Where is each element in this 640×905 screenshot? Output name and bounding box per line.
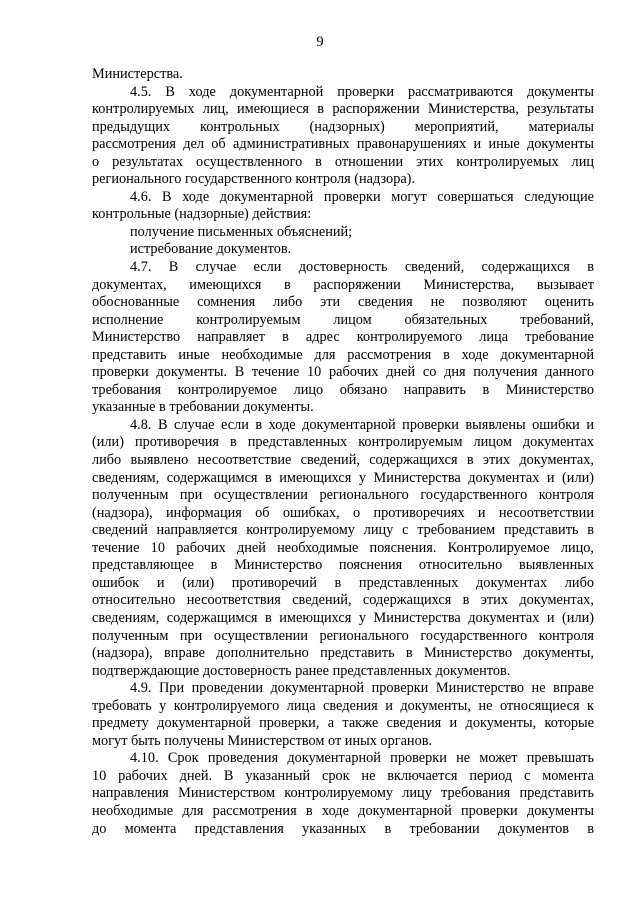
text-line: обоснованные сомнения либо эти сведения не позволяют оценить (92, 294, 594, 311)
text-line: 4.6. В ходе документарной проверки могут совершаться следующие (130, 188, 594, 205)
text-line: ошибок и (или) противоречий в представленных документах либо (92, 574, 594, 591)
text-line: Министерство направляет в адрес контролируемого лица требование (92, 329, 594, 346)
text-line: 4.8. В случае если в ходе документарной проверки выявлены ошибки и (130, 416, 594, 433)
text-line: требования контролируемое лицо обязано направить в Министерство (92, 381, 594, 398)
text-line: (или) противоречия в представленных контролируемым лицом документах (92, 434, 594, 451)
text-line: предыдущих контрольных (надзорных) мероприятий, материалы (92, 118, 594, 135)
text-line: документах, имеющихся в распоряжении Министерства, вызывает (92, 276, 594, 293)
text-line: истребование документов. (130, 241, 292, 258)
page-number: 9 (316, 34, 324, 50)
text-line: Министерства. (92, 66, 183, 82)
text-line: полученным при осуществлении регионального государственного контроля (92, 487, 594, 504)
text-line: 4.7. В случае если достоверность сведений, содержащихся в (130, 259, 594, 276)
text-line: либо выявлено несоответствие сведений, содержащихся в этих документах, (92, 452, 594, 469)
text-line: до момента представления указанных в требовании документов в (92, 820, 594, 837)
text-line: 4.9. При проведении документарной проверки Министерство не вправе (130, 680, 594, 697)
text-line: получение письменных объяснений; (130, 223, 353, 240)
text-line: (надзора), информация об ошибках, о противоречиях и несоответствии (92, 504, 594, 521)
text-line: 4.5. В ходе документарной проверки рассматриваются документы (130, 83, 594, 100)
text-line: могут быть получены Министерством от иных органов. (92, 732, 433, 749)
text-line: 10 рабочих дней. В указанный срок не включается период с момента (92, 767, 594, 784)
text-line: (надзора), вправе дополнительно представить в Министерство документы, (92, 645, 594, 662)
text-line: требовать у контролируемого лица сведения и документы, не относящиеся к (92, 697, 594, 714)
text-line: 4.10. Срок проведения документарной проверки не может превышать (130, 750, 594, 767)
text-line: проверки документы. В течение 10 рабочих дней со дня получения данного (92, 364, 594, 381)
text-line: указанные в требовании документы. (92, 399, 314, 416)
text-line: рассмотрения дел об административных правонарушениях и иные документы (92, 136, 594, 153)
text-line: исполнение контролируемым лицом обязательных требований, (92, 311, 594, 328)
text-line: относительно несоответствия сведений, содержащихся в этих документах, (92, 592, 594, 609)
document-body (92, 66, 594, 838)
text-line: представить иные необходимые для рассмотрения в ходе документарной (92, 346, 594, 363)
text-line: сведениям, содержащимся в имеющихся у Министерства документах и (или) (92, 609, 594, 626)
text-line: сведений направляется контролируемому лицу с требованием представить в (92, 522, 594, 539)
text-line: представляющее в Министерство пояснения относительно выявленных (92, 557, 594, 574)
text-line: предмету документарной проверки, а также сведения и документы, которые (92, 715, 594, 732)
text-line: полученным при осуществлении регионального государственного контроля (92, 627, 594, 644)
text-line: подтверждающие достоверность ранее представленных документов. (92, 662, 511, 679)
text-line: контролируемых лиц, имеющиеся в распоряжении Министерства, результаты (92, 101, 594, 118)
text-line: течение 10 рабочих дней необходимые пояснения. Контролируемое лицо, (92, 539, 594, 556)
text-line: сведениям, содержащимся в имеющихся у Министерства документах и (или) (92, 469, 594, 486)
text-line: направления Министерством контролируемому лицу требования представить (92, 785, 594, 802)
text-line: контрольные (надзорные) действия: (92, 206, 312, 223)
text-line: необходимые для рассмотрения в ходе документарной проверки документы (92, 802, 594, 819)
text-line: регионального государственного контроля (надзора). (92, 171, 416, 188)
text-line: о результатах осуществленного в отношении этих контролируемых лиц (92, 153, 594, 170)
